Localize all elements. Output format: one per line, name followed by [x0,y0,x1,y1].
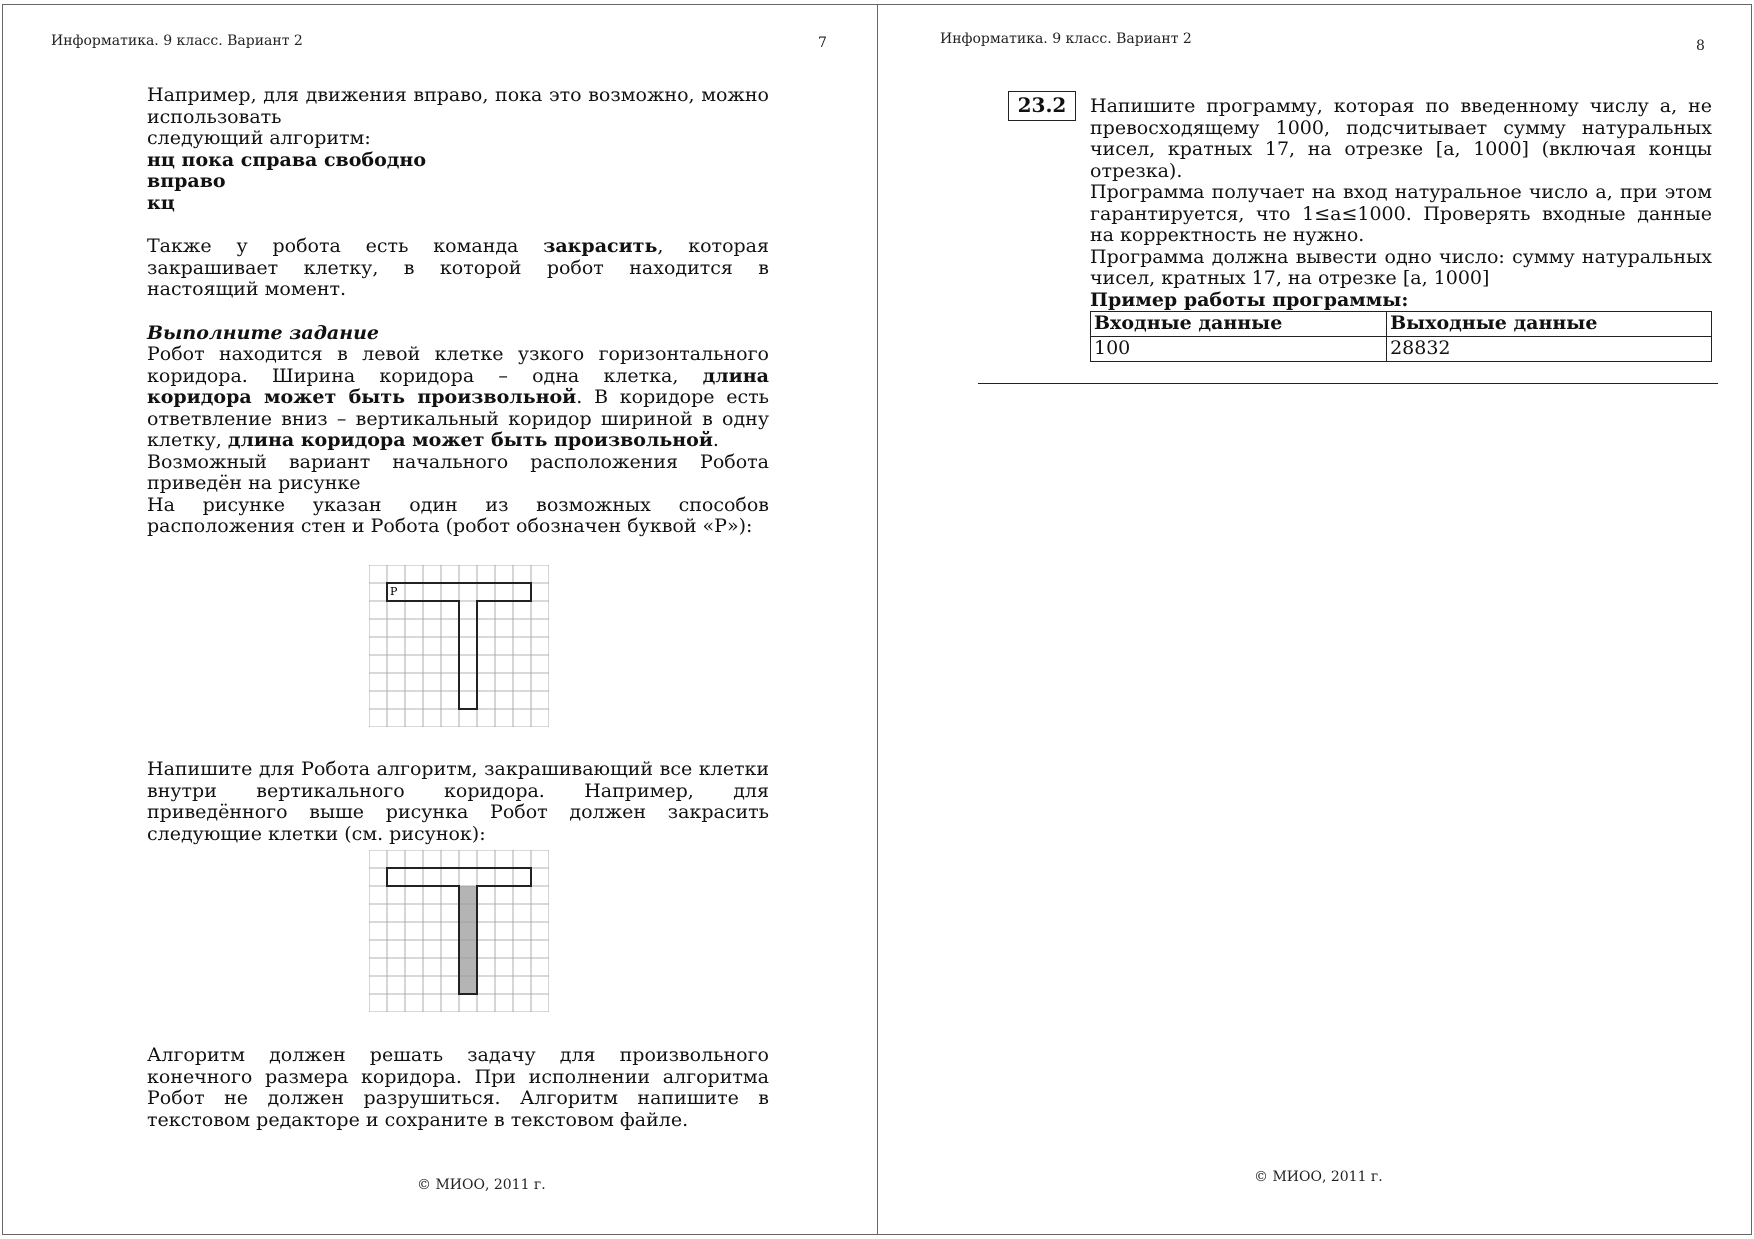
task-number-badge: 23.2 [1008,91,1076,121]
task-paragraph-1 [147,344,769,452]
page-right [877,4,1752,1235]
code-line-2: вправо [147,170,226,192]
table-cell-output: 28832 [1387,337,1712,362]
robot-figure-painted [369,850,549,1012]
task-p1-a: Робот находится в левой клетке узкого горизонтального коридора. Ширина коридора – одна клетка, [147,343,769,387]
page-header: Информатика. 9 класс. Вариант 2 [940,31,1192,47]
page-footer: © МИОО, 2011 г. [1254,1169,1383,1185]
table-cell-input: 100 [1091,337,1387,362]
robot-figure-initial [369,565,549,727]
intro-line-1: Например, для движения вправо, пока это возможно, можно использовать [147,84,769,128]
task-p1-c: . В коридоре есть ответвление вниз – вертикальный коридор шириной в одну клетку, [147,386,769,451]
paint-paragraph [147,236,769,301]
intro-line-2: следующий алгоритм: [147,127,371,149]
table-header-input: Входные данные [1091,312,1387,337]
robot-marker: Р [390,585,398,598]
table-header-row [1091,312,1712,337]
task-p3: Программа должна вывести одно число: сумму натуральных чисел, кратных 17, на отрезке [a, 1000] [1090,245,1712,289]
section-rule [978,383,1718,384]
page-header: Информатика. 9 класс. Вариант 2 [51,33,303,49]
task-p1-d: длина коридора может быть произвольной [227,429,713,451]
task-p1-b: длина коридора может быть произвольной [147,364,769,408]
paint-pre: Также у робота есть команда [147,235,544,257]
code-line-3: кц [147,191,175,214]
page-number: 8 [1696,38,1705,54]
task-p1: Напишите программу, которая по введенному числу a, не превосходящему 1000, подсчитывает сумму натуральных чисел, кратных 17, на отрезке [a, 1000] (включая концы отрезка). [1090,95,1712,182]
code-line-1: нц пока справа свободно [147,148,427,171]
task-text-block [1090,96,1712,362]
page-left [2,4,878,1235]
task-paragraph-2: Возможный вариант начального расположения Робота приведён на рисунке [147,450,769,494]
table-row [1091,337,1712,362]
table-header-output: Выходные данные [1387,312,1712,337]
corridor-walls [387,868,531,994]
task-p2: Программа получает на вход натуральное число a, при этом гарантируется, что 1≤a≤1000. Проверять входные данные на корректность не нужно. [1090,181,1712,246]
page-footer: © МИОО, 2011 г. [417,1177,546,1193]
example-heading: Пример работы программы: [1090,288,1409,311]
task-heading: Выполните задание [147,321,379,344]
task-paragraph-5: Алгоритм должен решать задачу для произвольного конечного размера коридора. При исполнении алгоритма Робот не должен разрушиться. Алгоритм напишите в текстовом редакторе и сохраните в текстовом файле. [147,1044,769,1131]
task-paragraph-3: На рисунке указан один из возможных способов расположения стен и Робота (робот обозначен буквой «Р»): [147,493,769,537]
left-text-block-mid [147,759,769,845]
task-p1-e: . [712,429,719,451]
task-paragraph-4: Напишите для Робота алгоритм, закрашивающий все клетки внутри вертикального коридора. Например, для приведённого выше рисунка Робот должен закрасить следующие клетки (см. рисунок): [147,758,769,845]
corridor-walls [387,583,531,709]
left-text-block-top [147,85,769,538]
example-table [1090,311,1712,362]
paint-post: , которая закрашивает клетку, в которой робот находится в настоящий момент. [147,235,769,300]
paint-command: закрасить [543,235,658,257]
left-text-block-bottom [147,1045,769,1131]
page-number: 7 [818,35,827,51]
